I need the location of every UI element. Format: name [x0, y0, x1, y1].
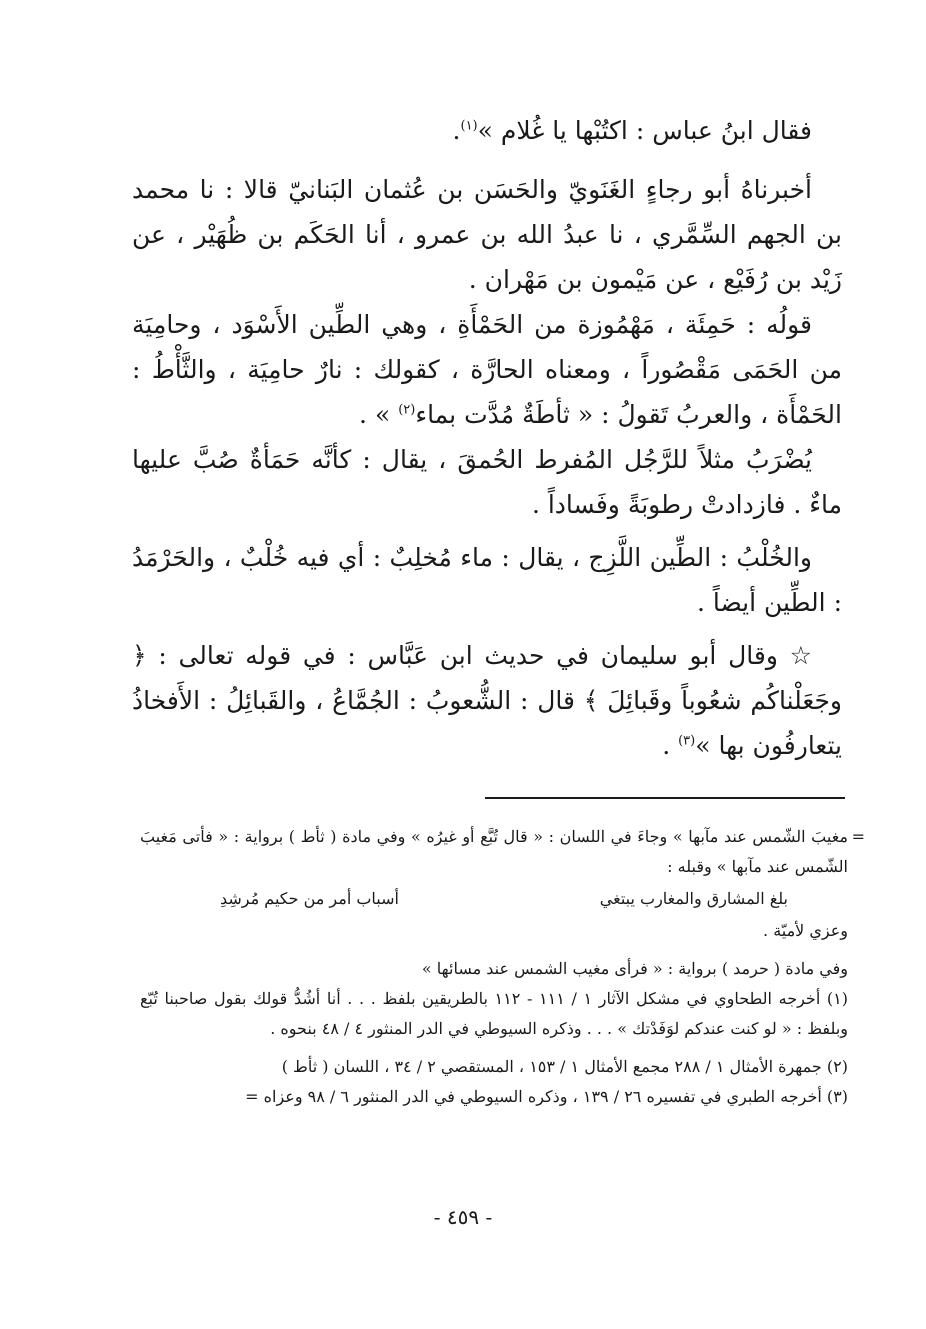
footnote-1: (١) أخرجه الطحاوي في مشكل الآثار ١ / ١١١ - ١١٢ بالطريقين بلفظ . . . أنا أشُدُّ قولك بقول صاحبنا تُبّع وبلفظ : « لو كنت عندكم لوَفَدْتك » . . . وذكره السيوطي في الدر المنثور ٤ / ٤٨ بنحوه .	[140, 989, 849, 1038]
footnotes	[140, 822, 865, 1112]
footnote-continuation-2: وعزي لأميّة .	[763, 921, 848, 940]
footnote-continuation: = مغيبَ الشّمس عند مآبها » وجاءَ في اللسان : « قال تُبَّع أو غيرُه » وفي مادة ( ثأط ) برواية : « فأتى مَغيبَ الشّمس عند مآبها » وقبله :	[140, 822, 848, 882]
paragraph-5: والخُلْبُ : الطِّين اللَّزِج ، يقال : ماء مُخلِبٌ : أي فيه خُلْبٌ ، والحَرْمَدُ : الطِّين أيضاً .	[132, 543, 842, 617]
paragraph-1: فقال ابنُ عباس : اكتُبْها يا غُلام »$^{(١)}$.	[452, 116, 812, 145]
footnote-2: (٢) جمهرة الأمثال ١ / ٢٨٨ مجمع الأمثال ١ / ١٥٣ ، المستقصي ٢ / ٣٤ ، اللسان ( ثأط )	[281, 1057, 848, 1076]
footnote-ref-2: (٢)	[398, 402, 416, 418]
continuation-mark: =	[851, 827, 865, 846]
poetry-verse	[140, 884, 848, 914]
footnote-continuation-3: وفي مادة ( حرمد ) برواية : « فرأى مغيب الشمس عند مسائها »	[421, 959, 848, 978]
paragraph-4: يُضْرَبُ مثلاً للرَّجُل المُفرط الحُمقَ ، يقال : كأنَّه حَمَأةٌ صُبَّ عليها ماءٌ . فازدادتْ رطوبَةً وفَساداً .	[132, 445, 842, 519]
verse-hemistich-2: أسباب أمر من حكيم مُرشِدِ	[220, 889, 399, 908]
footnote-ref-1: (١)	[460, 118, 478, 134]
page-number: - ٤٥٩ -	[433, 1205, 493, 1229]
footnote-ref-3: (٣)	[678, 733, 696, 749]
footnote-separator	[485, 797, 845, 799]
verse-hemistich-1: بلغ المشارق والمغارب يبتغي	[599, 889, 788, 908]
paragraph-2: أخبرناهُ أبو رجاءٍ الغَنَويّ والحَسَن بن عُثمان البَنانيّ قالا : نا محمد بن الجهم السِّمَّري ، نا عبدُ الله بن عمرو ، أنا الحَكَم بن ظُهَيْر ، عن زَيْد بن رُفَيْع ، عن مَيْمون بن مَهْران .	[132, 175, 842, 294]
paragraph-6: ☆ وقال أبو سليمان في حديث ابن عَبَّاس : في قوله تعالى : ﴿ وجَعَلْناكُم شعُوباً وقَبائِلَ ﴾ قال : الشُّعوبُ : الجُمَّاعُ ، والقَبائِلُ : الأَفخاذُ يتعارفُون بها »$^{(٣)}$ .	[132, 641, 842, 760]
main-text	[132, 108, 842, 768]
paragraph-3: قولُه : حَمِئَة ، مَهْمُوزة من الحَمْأَةِ ، وهي الطِّين الأَسْوَد ، وحامِيَة من الحَمَى مَقْصُوراً ، ومعناه الحارَّة ، كقولك : نارٌ حامِيَة ، والثَّأْطُ : الحَمْأَة ، والعربُ تَقولُ : « ثأطَةٌ مُدَّت بماء$^{(٢)}$ » .	[132, 310, 842, 429]
footnote-3: (٣) أخرجه الطبري في تفسيره ٢٦ / ١٣٩ ، وذكره السيوطي في الدر المنثور ٦ / ٩٨ وعزاه =	[245, 1087, 848, 1106]
